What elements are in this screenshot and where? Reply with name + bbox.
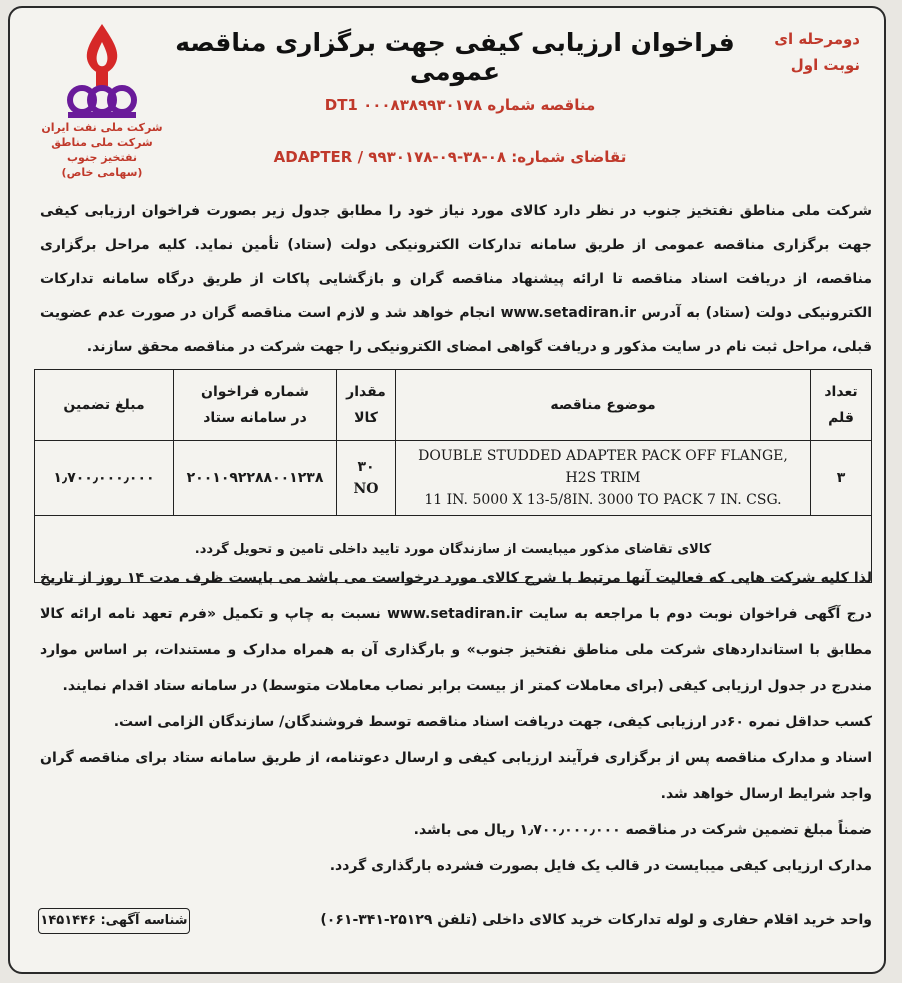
- table-note: کالای تقاضای مذکور میبایست از سازندگان مورد تایید داخلی تامین و تحویل گردد.: [35, 516, 872, 583]
- header-count: [811, 370, 872, 441]
- body-paragraph-1: لذا کلیه شرکت هایی که فعالیت آنها مرتبط با شرح کالای مورد درخواست می باشد می بایست ظرف مدت ۱۴ روز از تاریخ درج آگهی فراخوان نوبت دوم با مراجعه به سایت www.setadiran.ir نسبت به چاپ و تکمیل «فرم تعهد نامه ارائه کالا مطابق با استانداردهای شرکت ملی مناطق نفتخیز جنوب» و بارگذاری آن به همراه مدارک و مستندات، بر اساس موارد مندرج در جدول ارزیابی کیفی (برای معاملات کمتر از بیست برابر نصاب معاملات متوسط) در سامانه ستاد اقدام نمایند.: [40, 570, 872, 694]
- tender-items-table: [34, 369, 872, 583]
- ad-id-badge: شناسه آگهی: ۱۴۵۱۴۴۶: [38, 908, 190, 934]
- quantity-value: ۳۰: [357, 459, 375, 475]
- nioc-logo: [32, 20, 172, 190]
- logo-line-2: شرکت ملی مناطق نفتخیز جنوب: [51, 136, 153, 164]
- body-paragraph-2: کسب حداقل نمره ۶۰در ارزیابی کیفی، جهت دریافت اسناد مناقصه توسط فروشندگان/ سازندگان الزامی است.: [113, 714, 872, 730]
- header-setad-number: [174, 370, 337, 441]
- tender-number: مناقصه شماره DT1 ۰۰۰۸۳۸۹۹۳۰۱۷۸: [324, 96, 596, 114]
- tender-notice-page: [8, 6, 886, 974]
- header-qty-line-1: مقدار: [346, 384, 386, 400]
- body-text: [40, 560, 872, 884]
- header-quantity: [337, 370, 396, 441]
- header-subject: موضوع مناقصه: [396, 370, 811, 441]
- cell-count: ۳: [811, 441, 872, 516]
- table-row: [35, 441, 872, 516]
- logo-line-3: (سهامی خاص): [61, 166, 143, 179]
- cell-guarantee: ۱٫۷۰۰٫۰۰۰٫۰۰۰: [35, 441, 174, 516]
- header-setad-line-2: در سامانه ستاد: [203, 410, 307, 426]
- cell-quantity: [337, 441, 396, 516]
- header-count-line-2: قلم: [828, 410, 854, 426]
- cell-subject: [396, 441, 811, 516]
- stage-label: دومرحله ای: [774, 30, 860, 48]
- round-label: نوبت اول: [790, 56, 860, 74]
- header-setad-line-1: شماره فراخوان: [201, 384, 309, 400]
- purchasing-unit-line: واحد خرید اقلام حفاری و لوله تدارکات خرید کالای داخلی (تلفن ۲۵۱۲۹-۳۴۱-۰۶۱): [320, 912, 872, 928]
- request-number: تقاضای شماره: ۰۸-۳۸-۰۹-۹۹۳۰۱۷۸ / ADAPTER: [273, 148, 627, 166]
- stage-box: [740, 26, 860, 78]
- logo-line-1: شرکت ملی نفت ایران: [41, 121, 163, 134]
- intro-paragraph: شرکت ملی مناطق نفتخیز جنوب در نظر دارد کالای مورد نیاز خود را مطابق جدول زیر بصورت فراخوان ارزیابی کیفی جهت برگزاری مناقصه عمومی از طریق سامانه تدارکات الکترونیکی دولت (ستاد) تأمین نماید. کلیه مراحل برگزاری مناقصه، از دریافت اسناد مناقصه تا ارائه پیشنهاد مناقصه گران و بازگشایی پاکات از طریق درگاه سامانه تدارکات الکترونیکی دولت (ستاد) به آدرس www.setadiran.ir انجام خواهد شد و لازم است مناقصه گران در صورت عدم عضویت قبلی، مراحل ثبت نام در سایت مذکور و دریافت گواهی امضای الکترونیکی را جهت شرکت در مناقصه محقق سازند.: [40, 203, 873, 355]
- header-guarantee: مبلغ تضمین: [35, 370, 174, 441]
- header-qty-line-2: کالا: [354, 410, 378, 426]
- header-count-line-1: تعداد: [824, 384, 858, 400]
- body-paragraph-3: اسناد و مدارک مناقصه پس از برگزاری فرآیند ارزیابی کیفی و ارسال دعوتنامه، از طریق سامانه ستاد برای مناقصه گران واجد شرایط ارسال خواهد شد.: [40, 750, 872, 802]
- flame-logo-icon: [60, 20, 144, 120]
- body-paragraph-5: مدارک ارزیابی کیفی میبایست در قالب یک فایل بصورت فشرده بارگذاری گردد.: [329, 858, 872, 874]
- quantity-unit: NO: [353, 481, 379, 497]
- subject-line-1: DOUBLE STUDDED ADAPTER PACK OFF FLANGE, H2S TRIM: [418, 448, 788, 486]
- page-title: فراخوان ارزیابی کیفی جهت برگزاری مناقصه عمومی: [175, 28, 735, 86]
- subject-line-2: 11 IN. 5000 X 13-5/8IN. 3000 TO PACK 7 IN. CSG.: [424, 492, 782, 508]
- table-header-row: [35, 370, 872, 441]
- body-paragraph-4: ضمناً مبلغ تضمین شرکت در مناقصه ۱٫۷۰۰٫۰۰۰٫۰۰۰ ریال می باشد.: [413, 822, 872, 838]
- cell-setad-number: ۲۰۰۱۰۹۲۲۸۸۰۰۱۲۳۸: [174, 441, 337, 516]
